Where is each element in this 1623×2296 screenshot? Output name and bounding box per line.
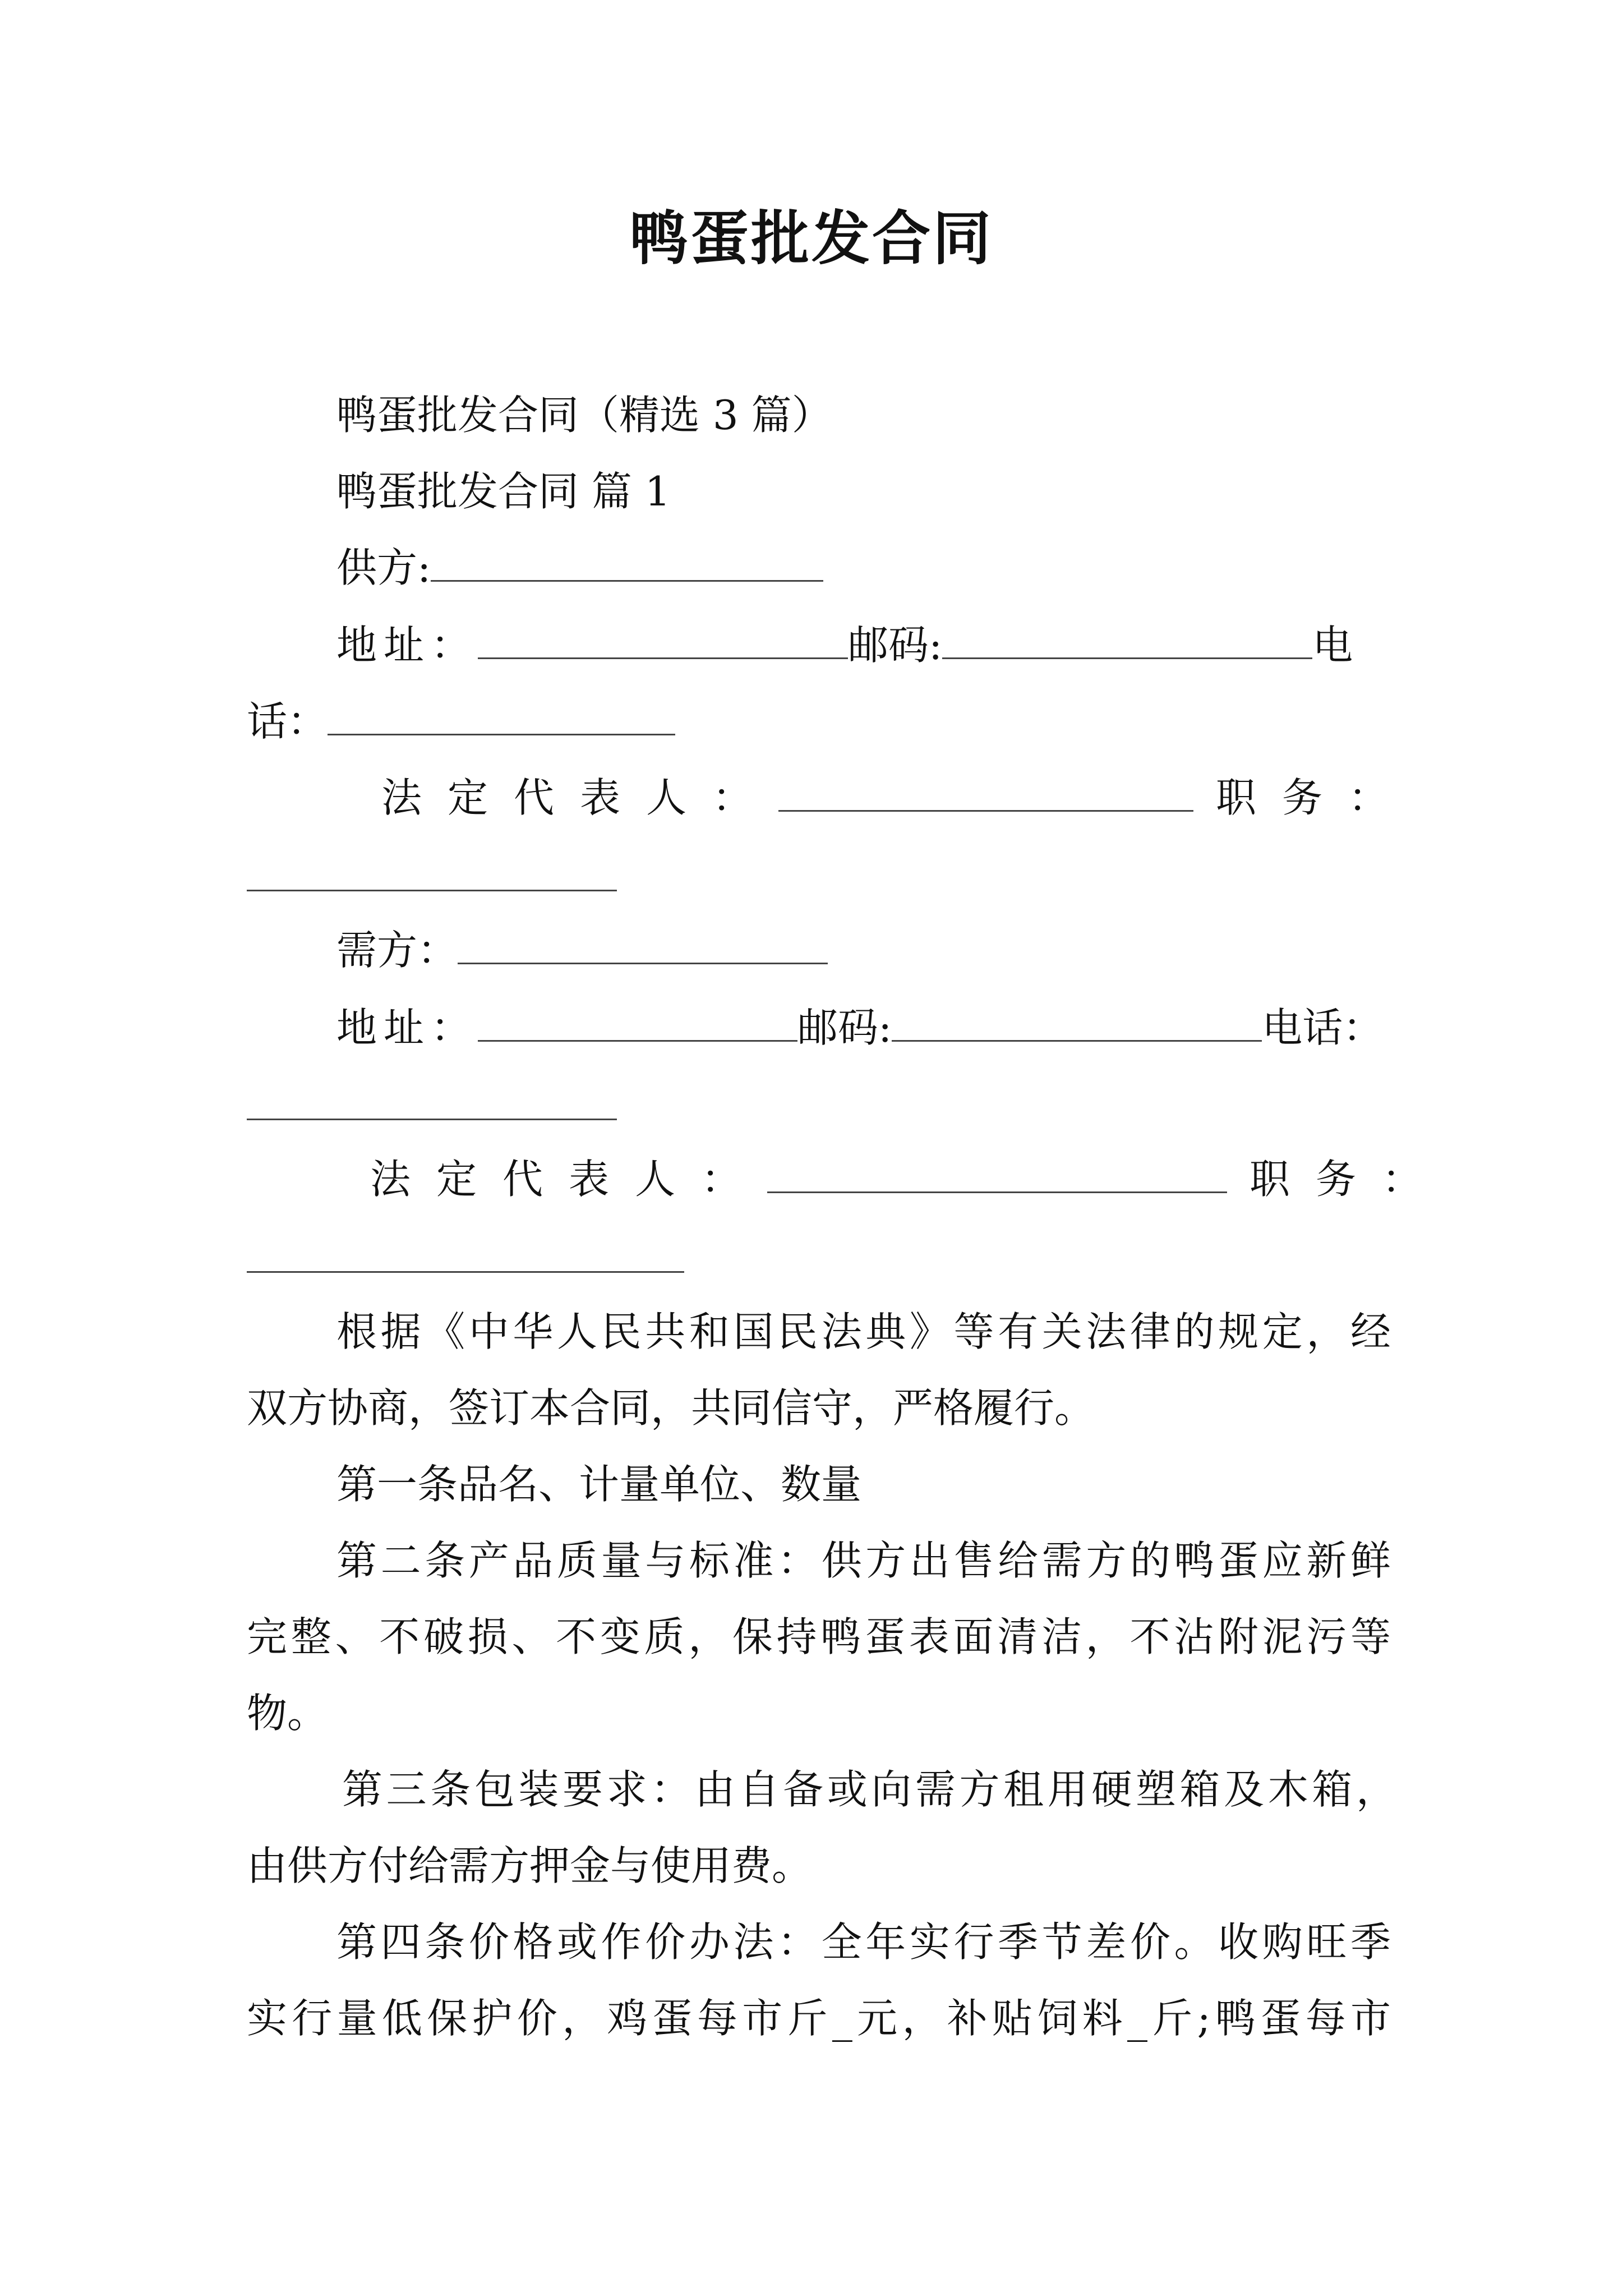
intro-paragraph-line-2: 双方协商，签订本合同，共同信守，严格履行。 bbox=[247, 1384, 1095, 1432]
supplier-label: 供方: bbox=[336, 544, 431, 591]
buyer-label: 需方： bbox=[336, 927, 458, 974]
supplier-position-label: 职务： bbox=[1216, 774, 1415, 821]
supplier-address-blank bbox=[478, 620, 848, 659]
intro-paragraph-line-1: 根据《中华人民共和国民法典》等有关法律的规定，经 bbox=[336, 1308, 1391, 1355]
article-4-line-1: 第四条价格或作价办法：全年实行季节差价。收购旺季 bbox=[336, 1918, 1391, 1966]
supplier-phone-label-cont: 话： bbox=[247, 698, 328, 745]
article-2-line-3: 物。 bbox=[247, 1690, 328, 1737]
section-heading: 鸭蛋批发合同 篇 1 bbox=[336, 468, 671, 515]
buyer-line bbox=[336, 922, 1391, 978]
supplier-postcode-blank bbox=[942, 620, 1312, 659]
supplier-address-label: 地址： bbox=[336, 622, 478, 669]
supplier-phone-label: 电 bbox=[1312, 622, 1353, 669]
buyer-rep-label: 法定代表人： bbox=[370, 1156, 768, 1203]
buyer-postcode-blank bbox=[892, 1003, 1262, 1042]
supplier-phone-line bbox=[247, 693, 1391, 749]
article-3-line-1: 第三条包装要求：由自备或向需方租用硬塑箱及木箱， bbox=[342, 1766, 1396, 1813]
buyer-name-blank bbox=[458, 926, 828, 964]
buyer-address-blank bbox=[478, 1003, 797, 1042]
buyer-postcode-label: 邮码: bbox=[797, 1004, 892, 1051]
supplier-position-blank bbox=[247, 890, 617, 891]
buyer-position-blank bbox=[247, 1271, 684, 1273]
buyer-phone-label: 电话： bbox=[1262, 1004, 1384, 1051]
buyer-contact-line bbox=[336, 1000, 1391, 1056]
buyer-position-label: 职务： bbox=[1249, 1156, 1449, 1203]
supplier-rep-blank bbox=[778, 773, 1193, 812]
supplier-rep-label: 法定代表人： bbox=[381, 774, 779, 821]
article-4-line-2: 实行量低保护价，鸡蛋每市斤_元，补贴饲料_斤;鸭蛋每市 bbox=[247, 1995, 1391, 2042]
article-3-line-2: 由供方付给需方押金与使用费。 bbox=[247, 1842, 813, 1889]
document-title: 鸭蛋批发合同 bbox=[629, 204, 993, 273]
article-2-line-2: 完整、不破损、不变质，保持鸭蛋表面清洁，不沾附泥污等 bbox=[247, 1613, 1391, 1660]
buyer-address-label: 地址： bbox=[336, 1004, 478, 1051]
supplier-phone-blank bbox=[328, 697, 675, 735]
buyer-rep-line bbox=[370, 1151, 1449, 1207]
supplier-name-blank bbox=[431, 543, 823, 582]
document-subtitle: 鸭蛋批发合同（精选 3 篇） bbox=[336, 392, 832, 439]
supplier-contact-line bbox=[336, 617, 1391, 673]
supplier-rep-line bbox=[381, 770, 1415, 826]
article-2-line-1: 第二条产品质量与标准：供方出售给需方的鸭蛋应新鲜 bbox=[336, 1537, 1391, 1584]
buyer-rep-blank bbox=[767, 1154, 1227, 1193]
supplier-line bbox=[336, 540, 1391, 596]
article-1: 第一条品名、计量单位、数量 bbox=[336, 1461, 862, 1508]
supplier-postcode-label: 邮码: bbox=[848, 622, 943, 669]
buyer-phone-blank bbox=[247, 1119, 617, 1120]
